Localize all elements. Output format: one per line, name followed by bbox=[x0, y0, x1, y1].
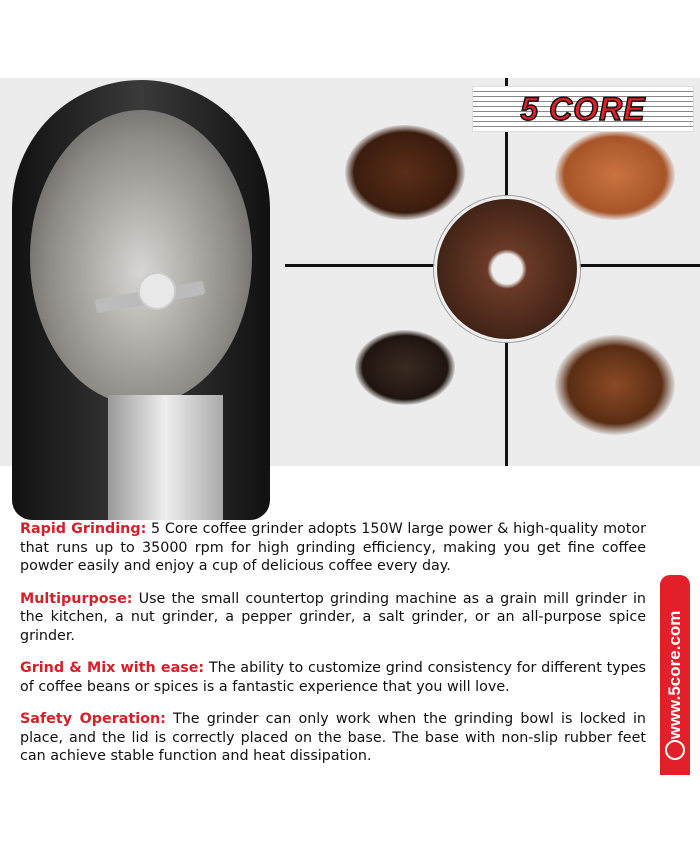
feature-item bbox=[20, 710, 646, 766]
coffee-beans-image bbox=[345, 125, 465, 220]
feature-text: 5 Core coffee grinder adopts 150W large power & high-quality motor that runs up to 35000 rpm for high grinding efficiency, making you get fine coffee powder easily and enjoy a cup of delicious coffee every day. bbox=[20, 521, 646, 574]
almonds-image bbox=[555, 130, 675, 220]
feature-label: Safety Operation: bbox=[20, 711, 166, 727]
grinder-blade-hub bbox=[138, 272, 176, 310]
feature-label: Rapid Grinding: bbox=[20, 521, 147, 537]
feature-item bbox=[20, 659, 646, 696]
feature-item bbox=[20, 520, 646, 576]
feature-text: The ability to customize grind consistency for different types of coffee beans or spices is a fantastic experience that you will love. bbox=[20, 660, 646, 695]
brand-logo bbox=[472, 86, 694, 132]
peppercorns-image bbox=[355, 330, 455, 405]
feature-label: Multipurpose: bbox=[20, 590, 133, 607]
feature-label: Grind & Mix with ease: bbox=[20, 660, 205, 676]
globe-icon bbox=[665, 740, 685, 760]
star-anise-image bbox=[555, 335, 675, 435]
blade-closeup-image bbox=[434, 196, 580, 342]
grinder-steel-panel bbox=[108, 395, 223, 520]
website-text: www.5core.com bbox=[665, 610, 684, 740]
feature-text: Use the small countertop grinding machine as a grain mill grinder in the kitchen, a nut grinder, a pepper grinder, a salt grinder, or an all-purpose spice grinder. bbox=[20, 590, 646, 644]
feature-item bbox=[20, 590, 646, 646]
grinder-bowl-image bbox=[30, 110, 252, 405]
feature-list bbox=[20, 520, 646, 780]
logo-text: 5 CORE bbox=[520, 90, 646, 127]
feature-text: The grinder can only work when the grinding bowl is locked in place, and the lid is correctly placed on the base. The base with non-slip rubber feet can achieve stable function and heat dissipation. bbox=[20, 711, 646, 764]
